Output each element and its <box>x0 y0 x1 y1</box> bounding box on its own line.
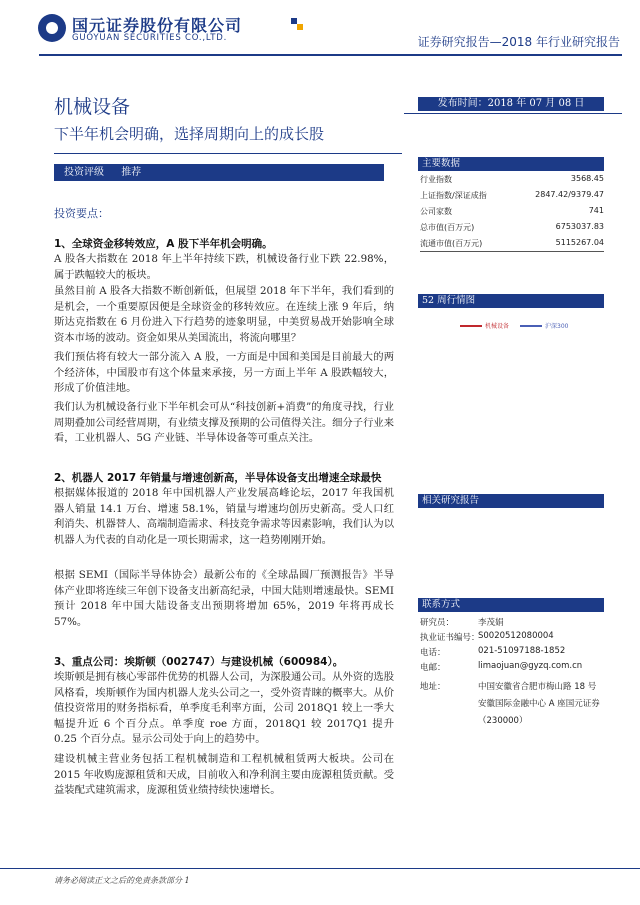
company-logo-icon <box>38 14 66 42</box>
legend-label-hs300: 沪深300 <box>545 323 569 330</box>
contact-postcode: （230000） <box>478 716 528 726</box>
data-row: 总市值(百万元) 6753037.83 <box>420 222 604 232</box>
section-1-paragraph: A 股各大指数在 2018 年上半年持续下跌，机械设备行业下跌 22.98%，属于跌幅较大的板块。 <box>54 253 394 281</box>
contact-phone: 电话： 021-51097188-1852 <box>420 646 566 658</box>
section-3-paragraph: 建设机械主营业务包括工程机械制造和工程机械租赁两大板块。公司在 2015 年收购庞源租赁和天成，目前收入和净利润主要由庞源租赁贡献。受益装配式建筑需求，庞源租赁业绩持续快速增长。 <box>54 753 394 797</box>
section-1-paragraph: 我们预估将有较大一部分流入 A 股，一方面是中国和美国是目前最大的两个经济体，中国股市有这个体量来承接，另一方面上半年 A 股跌幅较大，形成了价值洼地。 <box>54 351 394 395</box>
contact-header: 联系方式 <box>418 598 604 612</box>
contact-address-line2: 安徽国际金融中心 A 座国元证券 <box>478 699 600 709</box>
legend-swatch-hs300 <box>520 325 542 327</box>
decor-square-icon <box>297 24 303 30</box>
page-number: 1 <box>184 876 190 885</box>
contact-address: 地址： 中国安徽省合肥市梅山路 18 号 <box>420 682 597 692</box>
related-research-header: 相关研究报告 <box>418 494 604 508</box>
industry-title: 机械设备 <box>54 96 131 118</box>
report-type: 证券研究报告—2018 年行业研究报告 <box>417 35 620 49</box>
contact-cert-no: 执业证书编号： S0020512080004 <box>420 631 554 643</box>
keypoints-label: 投资要点： <box>54 207 109 220</box>
data-row: 流通市值(百万元) 5115267.04 <box>420 238 604 248</box>
rating-value: 推荐 <box>121 167 142 178</box>
section-3-title: 3、重点公司：埃斯顿（002747）与建设机械（600984）。 <box>54 656 344 668</box>
data-row: 公司家数 741 <box>420 206 604 216</box>
legend-label-machinery: 机械设备 <box>485 323 510 330</box>
publish-date: 发布时间：2018 年 07 月 08 日 <box>418 97 604 111</box>
section-2-paragraph: 根据 SEMI（国际半导体协会）最新公布的《全球晶圆厂预测报告》半导体产业即将连续三年创下设备支出新高纪录，中国大陆则增速最快。SEMI 预计 2018 年中国大陆设备支出预期将增加 65%，2019 年将再成长 57%。 <box>54 569 394 628</box>
section-1-paragraph: 虽然目前 A 股各大指数不断创新低，但展望 2018 年下半年，我们看到的是机会，一个重要原因便是全球资金的移转效应。在连续上涨 9 年后，纳斯达克指数在 6 月份进入下行趋势的迹象明显，中美贸易战开始影响全球资本市场的波动。资金如果从美国流出，将流向哪里？ <box>54 285 394 344</box>
data-row: 行业指数 3568.45 <box>420 174 604 184</box>
header-divider <box>39 54 622 56</box>
main-data-header: 主要数据 <box>418 157 604 171</box>
data-divider <box>420 251 604 252</box>
publish-divider <box>404 113 622 114</box>
section-2-paragraph: 根据媒体报道的 2018 年中国机器人产业发展高峰论坛，2017 年我国机器人销量 14.1 万台、增速 58.1%，销量与增速均创历史新高。受人口红利消失、机器替人、高端制造需求、科技竞争需求等因素影响，我们认为以机器人为代表的自动化是一项长期需求，这一趋势刚刚开始。 <box>54 487 394 546</box>
chart-header: 52 周行情图 <box>418 294 604 308</box>
section-2-title: 2、机器人 2017 年销量与增速创新高，半导体设备支出增速全球最快 <box>54 472 382 484</box>
contact-researcher: 研究员： 李茂娟 <box>420 618 504 628</box>
section-3-paragraph: 埃斯顿是拥有核心零部件优势的机器人公司，为深股通公司。从外资的选股风格看，埃斯顿作为国内机器人龙头公司之一，受外资青睐的概率大。从价值投资常用的财务指标看，单季度毛利率方面，公司 2018Q1 较上一季大幅提升近 6 个百分点。单季度 roe 方面，2018Q1 较 2017Q1 提升 0.25 个百分点。显示公司处于向上的趋势中。 <box>54 671 394 746</box>
contact-email[interactable]: 电邮： limaojuan@gyzq.com.cn <box>420 661 583 673</box>
section-1-title: 1、全球资金移转效应，A 股下半年机会明确。 <box>54 238 273 250</box>
section-1-paragraph: 我们认为机械设备行业下半年机会可从“科技创新+消费”的角度寻找，行业周期叠加公司经营周期，有业绩支撑及预期的公司值得关注。细分子行业来看，工业机器人、5G 产业链、半导体设备等可重点关注。 <box>54 401 394 445</box>
title-divider <box>54 153 402 154</box>
data-row: 上证指数/深证成指 2847.42/9379.47 <box>420 190 604 200</box>
company-name-en: GUOYUAN SECURITIES CO.,LTD. <box>72 33 228 43</box>
report-headline: 下半年机会明确，选择周期向上的成长股 <box>54 125 325 143</box>
footer-divider <box>0 868 640 869</box>
legend-swatch-machinery <box>460 325 482 327</box>
rating-bar <box>54 164 384 181</box>
company-name-cn: 国元证券股份有限公司 <box>72 16 243 35</box>
rating-label: 投资评级 <box>64 167 104 178</box>
footer-note: 请务必阅读正文之后的免责条款部分 1 <box>54 876 190 885</box>
